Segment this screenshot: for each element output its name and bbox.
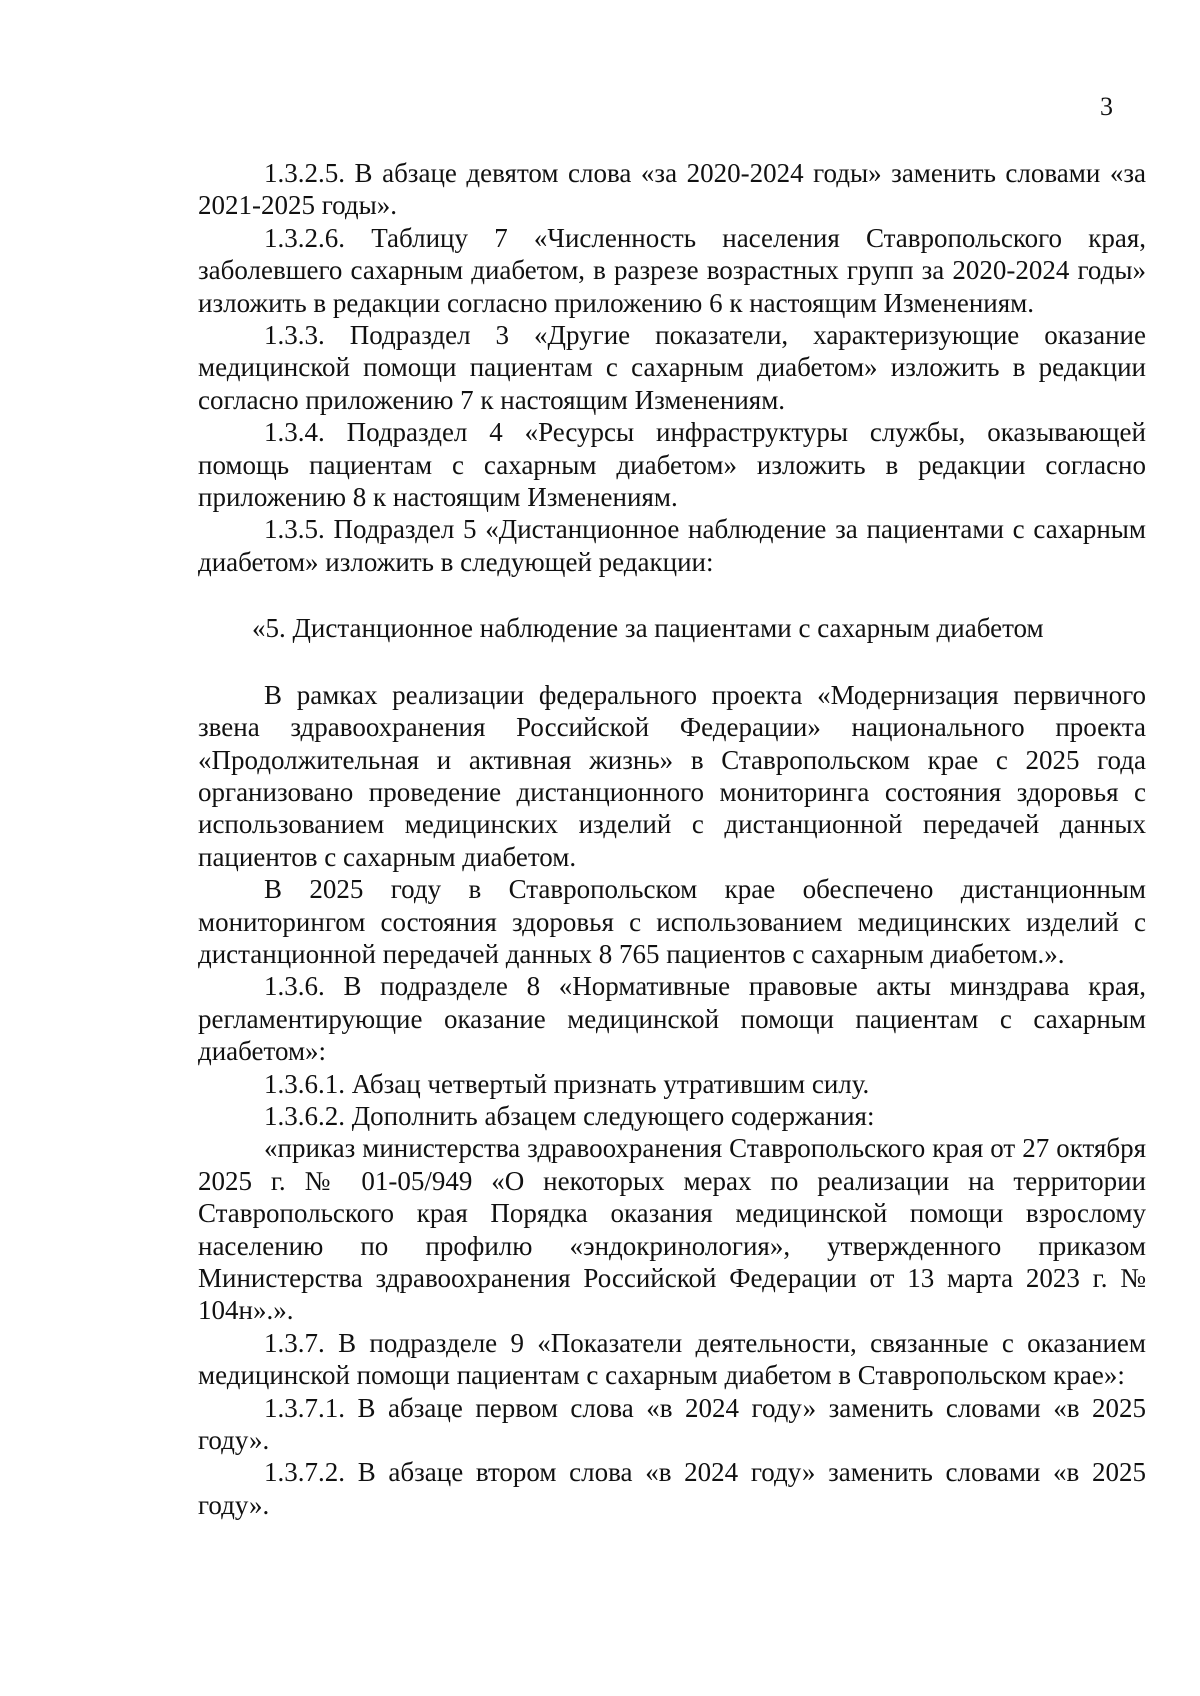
paragraph-order-quote: «приказ министерства здравоохранения Ставропольского края от 27 октября 2025 г. № 01-05/949 «О некоторых мерах по реализации на территории Ставропольского края Порядка оказания медицинской помощи взрослому населению по профилю «эндокринология», утвержденного приказом Министерства здравоохранения Российской Федерации от 13 марта 2023 г. № 104н».». [198,1133,1146,1326]
paragraph-1-3-5: 1.3.5. Подраздел 5 «Дистанционное наблюдение за пациентами с сахарным диабетом» изложить в следующей редакции: [198,514,1146,577]
page-number: 3 [1100,92,1113,121]
paragraph-1-3-4: 1.3.4. Подраздел 4 «Ресурсы инфраструктуры службы, оказывающей помощь пациентам с сахарным диабетом» изложить в редакции согласно приложению 8 к настоящим Изменениям. [198,417,1146,513]
document-body [198,157,1146,1521]
paragraph-1-3-6: 1.3.6. В подразделе 8 «Нормативные правовые акты минздрава края, регламентирующие оказание медицинской помощи пациентам с сахарным диабетом»: [198,971,1146,1067]
paragraph-remote-monitoring-2025: В 2025 году в Ставропольском крае обеспечено дистанционным мониторингом состояния здоровья с использованием медицинских изделий с дистанционной передачей данных 8 765 пациентов с сахарным диабетом.». [198,874,1146,969]
paragraph-1-3-6-1: 1.3.6.1. Абзац четвертый признать утратившим силу. [264,1068,870,1099]
paragraph-1-3-7-2: 1.3.7.2. В абзаце втором слова «в 2024 году» заменить словами «в 2025 году». [198,1457,1146,1520]
section-heading: «5. Дистанционное наблюдение за пациентами с сахарным диабетом [252,613,1044,644]
paragraph-1-3-3: 1.3.3. Подраздел 3 «Другие показатели, характеризующие оказание медицинской помощи пациентам с сахарным диабетом» изложить в редакции согласно приложению 7 к настоящим Изменениям. [198,320,1146,415]
paragraph-1-3-6-2: 1.3.6.2. Дополнить абзацем следующего содержания: [264,1100,875,1131]
paragraph-1-3-2-5: 1.3.2.5. В абзаце девятом слова «за 2020-2024 годы» заменить словами «за 2021-2025 годы». [198,158,1146,221]
paragraph-remote-monitoring-intro: В рамках реализации федерального проекта «Модернизация первичного звена здравоохранения Российской Федерации» национального проекта «Продолжительная и активная жизнь» в Ставропольском крае с 2025 года организовано проведение дистанционного мониторинга состояния здоровья с использованием медицинских изделий с дистанционной передачей данных пациентов с сахарным диабетом. [198,679,1146,872]
paragraph-1-3-2-6: 1.3.2.6. Таблицу 7 «Численность населения Ставропольского края, заболевшего сахарным диабетом, в разрезе возрастных групп за 2020-2024 годы» изложить в редакции согласно приложению 6 к настоящим Изменениям. [198,222,1146,318]
paragraph-1-3-7-1: 1.3.7.1. В абзаце первом слова «в 2024 году» заменить словами «в 2025 году». [198,1392,1146,1456]
paragraph-1-3-7: 1.3.7. В подразделе 9 «Показатели деятельности, связанные с оказанием медицинской помощи пациентам с сахарным диабетом в Ставропольском крае»: [198,1327,1146,1391]
